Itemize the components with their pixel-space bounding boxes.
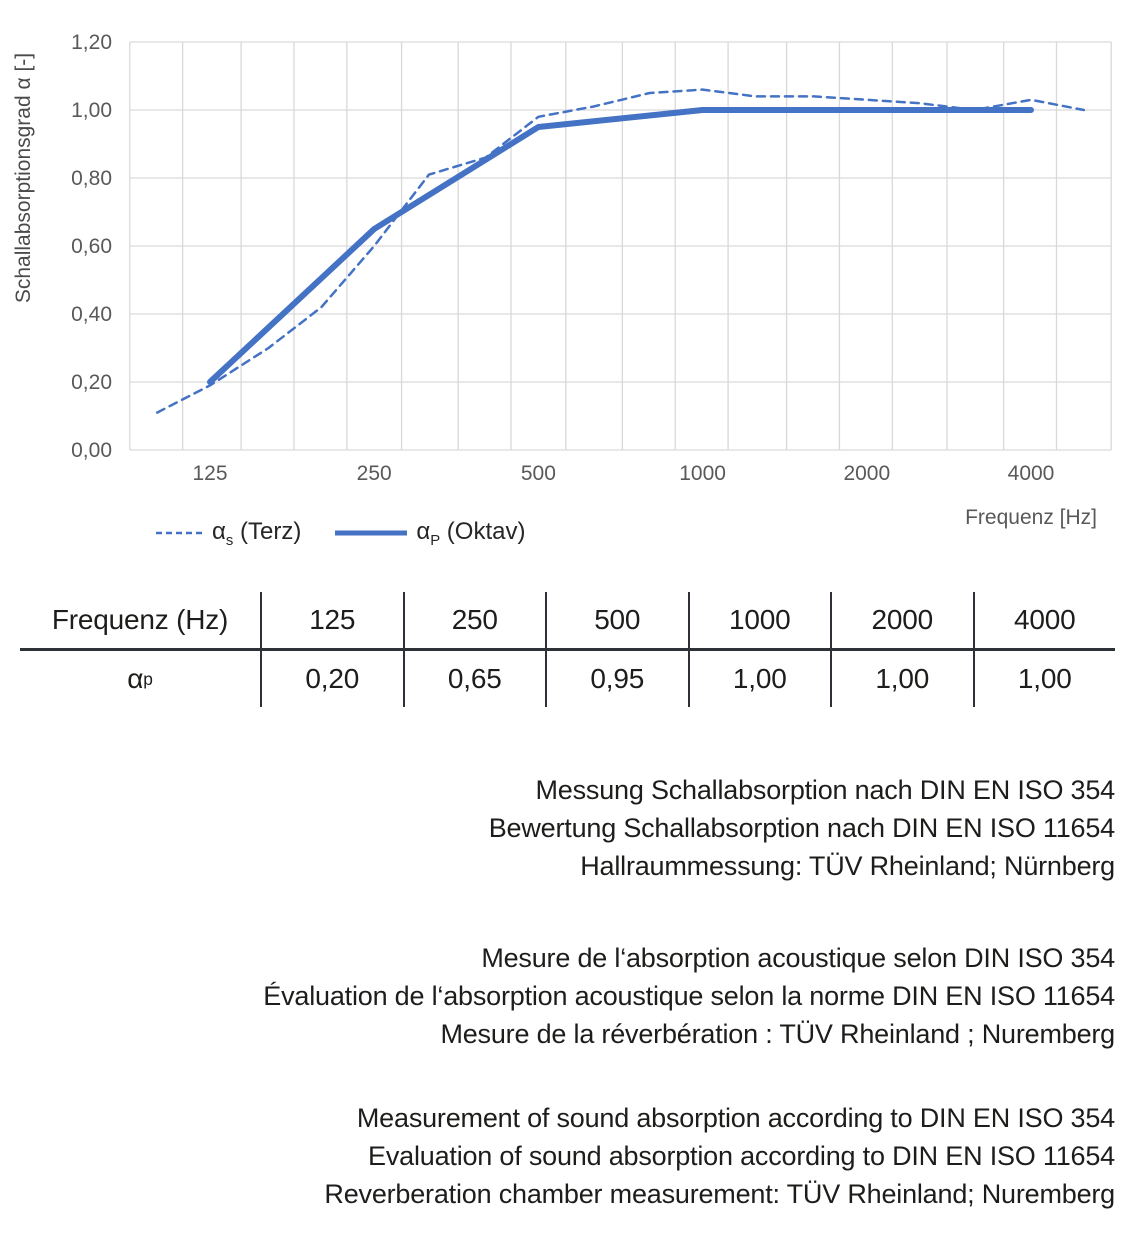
note-block-english	[263, 1099, 1115, 1213]
legend-label-oktav: $\alpha_P$ (Oktav)	[416, 518, 526, 549]
table-cell-alpha-value: 0,20	[260, 651, 403, 707]
table-header-value: 125	[260, 592, 403, 651]
svg-text:1,20: 1,20	[71, 31, 112, 54]
svg-text:0,80: 0,80	[71, 167, 112, 190]
table-cell-alpha-value: 1,00	[973, 651, 1116, 707]
absorption-chart	[0, 0, 1135, 560]
series-line-alpha-s-terz	[157, 90, 1084, 413]
svg-text:125: 125	[192, 462, 228, 485]
svg-text:500: 500	[520, 462, 556, 485]
note-line-en-3: Reverberation chamber measurement: TÜV Rheinland; Nuremberg	[324, 1179, 1115, 1209]
x-axis-tick-labels	[192, 462, 1054, 485]
note-line-fr-2: Évaluation de l‘absorption acoustique selon la norme DIN EN ISO 11654	[263, 981, 1115, 1011]
legend-item-alpha-p-oktav	[335, 518, 525, 549]
note-line-de-1: Messung Schallabsorption nach DIN EN ISO 354	[535, 775, 1115, 805]
note-line-fr-1: Mesure de l‘absorption acoustique selon DIN ISO 354	[481, 943, 1115, 973]
solid-line-sample	[335, 528, 407, 538]
chart-legend	[155, 518, 525, 549]
table-header-value: 2000	[830, 592, 973, 651]
note-line-fr-3: Mesure de la réverbération : TÜV Rheinland ; Nuremberg	[440, 1019, 1115, 1049]
table-cell-alpha-value: 0,95	[545, 651, 688, 707]
table-header-value: 250	[403, 592, 546, 651]
chart-gridlines	[130, 42, 1111, 450]
table-header-value: 1000	[688, 592, 831, 651]
table-header-value: 4000	[973, 592, 1116, 651]
absorption-table	[20, 592, 1115, 707]
svg-text:1000: 1000	[679, 462, 726, 485]
table-cell-alpha-value: 0,65	[403, 651, 546, 707]
note-line-de-3: Hallraummessung: TÜV Rheinland; Nürnberg	[580, 851, 1115, 881]
notes-section	[263, 771, 1115, 1213]
x-axis-title: Frequenz [Hz]	[965, 506, 1097, 529]
svg-text:1,00: 1,00	[71, 99, 112, 122]
table-header-value: 500	[545, 592, 688, 651]
svg-text:0,40: 0,40	[71, 303, 112, 326]
note-block-german	[263, 771, 1115, 885]
svg-text:0,60: 0,60	[71, 235, 112, 258]
y-axis-title: Schallabsorptionsgrad α [-]	[12, 52, 35, 304]
note-line-en-2: Evaluation of sound absorption according to DIN EN ISO 11654	[368, 1141, 1115, 1171]
dashed-line-sample	[155, 528, 203, 538]
legend-label-terz: $\alpha_s$ (Terz)	[212, 518, 302, 549]
y-axis-tick-labels	[71, 31, 112, 462]
note-block-french	[263, 939, 1115, 1053]
note-line-en-1: Measurement of sound absorption according to DIN EN ISO 354	[356, 1103, 1115, 1133]
table-cell-alpha-value: 1,00	[830, 651, 973, 707]
chart-canvas	[0, 0, 1135, 495]
svg-text:2000: 2000	[843, 462, 891, 485]
note-line-de-2: Bewertung Schallabsorption nach DIN EN ISO 11654	[488, 813, 1115, 843]
table-row-label-alpha-p: α p	[127, 663, 153, 694]
svg-text:0,00: 0,00	[71, 439, 112, 462]
table-header-frequency: Frequenz (Hz)	[20, 592, 260, 651]
legend-item-alpha-s-terz	[155, 518, 301, 549]
svg-text:250: 250	[356, 462, 392, 485]
svg-text:4000: 4000	[1007, 462, 1055, 485]
table-cell-alpha-value: 1,00	[688, 651, 831, 707]
svg-text:0,20: 0,20	[71, 371, 112, 394]
